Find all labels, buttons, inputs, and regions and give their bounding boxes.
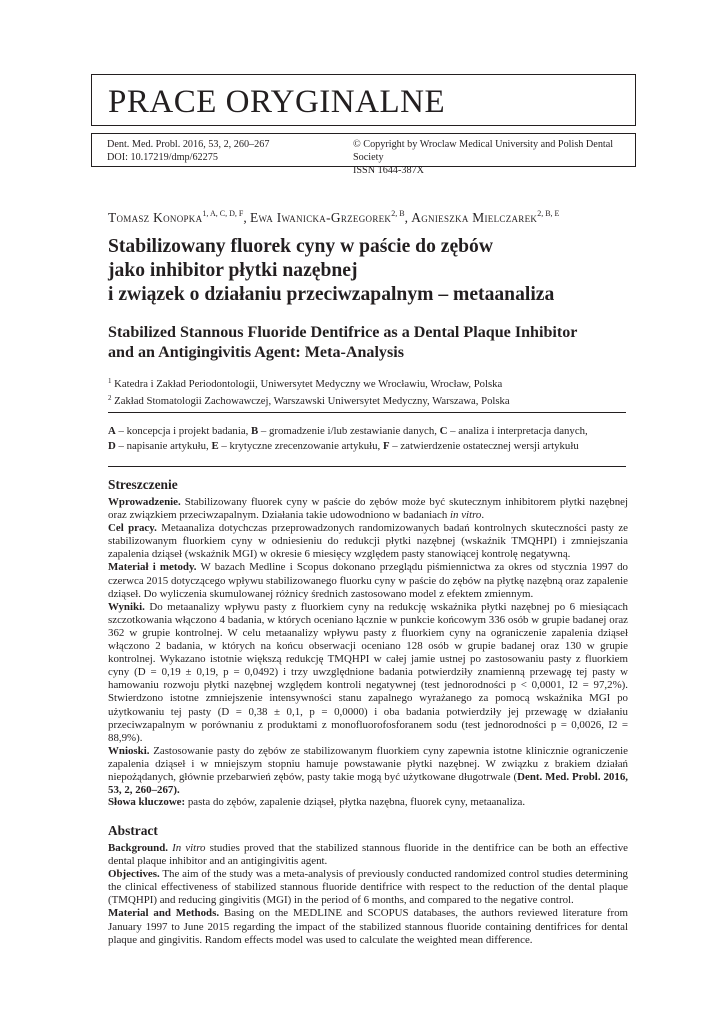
- affiliation-item: [108, 374, 510, 391]
- title-line: and an Antigingivitis Agent: Meta-Analysis: [108, 344, 404, 361]
- abstract-heading: Abstract: [108, 823, 158, 838]
- article-title-english: [108, 323, 668, 363]
- abstract-paragraph: Wnioski. Zastosowanie pasty do zębów ze stabilizowanym fluorkiem cyny zapewnia istotne klinicznie ograniczenie zapalenia dziąseł i w mniejszym stopniu hamuje powstawanie płytki nazębnej. W związku z brakiem działań niepożądanych, głównie przebarwień zębów, pasty takie mogą być użytkowane długotrwale (Dent. Med. Probl. 2016, 53, 2, 260–267).: [108, 744, 628, 797]
- affiliation-text: Katedra i Zakład Periodontologii, Uniwersytet Medyczny we Wrocławiu, Wrocław, Polska: [114, 378, 503, 390]
- author-contributions: [108, 424, 628, 454]
- affiliation-item: [108, 391, 510, 408]
- contribution-line: A – koncepcja i projekt badania, B – gromadzenie i/lub zestawianie danych, C – analiza i interpretacja danych,: [108, 425, 588, 437]
- article-title-polish: [108, 235, 668, 307]
- abstract-paragraph: Wprowadzenie. Stabilizowany fluorek cyny w paście do zębów może być skutecznym inhibitorem płytki nazębnej oraz związkiem przeciwzapalnym. Działania takie udowodniono w badaniach in vitro.: [108, 496, 628, 522]
- affiliations: [108, 374, 510, 408]
- abstract-paragraph: Materiał i metody. W bazach Medline i Scopus dokonano przeglądu piśmiennictwa za okres od stycznia 1997 do czerwca 2015 dotyczącego wpływu stabilizowanego fluorku cyny w paście do zębów na płytkę nazębną oraz zapalenie dziąseł. Do wyliczenia skumulowanej różnicy średnich zastosowano model z efektem zmiennym.: [108, 561, 628, 600]
- section-title: PRACE ORYGINALNE: [108, 84, 446, 120]
- affiliation-number: 2: [108, 394, 112, 402]
- title-line: Stabilized Stannous Fluoride Dentifrice as a Dental Plaque Inhibitor: [108, 324, 578, 341]
- streszczenie-body: [108, 496, 628, 797]
- journal-meta-box: [91, 133, 636, 176]
- copyright-block: [353, 138, 635, 177]
- title-line: i związek o działaniu przeciwzapalnym – metaanaliza: [108, 284, 555, 305]
- citation-block: [107, 138, 269, 164]
- issn: ISSN 1644-387X: [353, 165, 425, 176]
- author-name: Ewa Iwanicka-Grzegorek: [250, 210, 392, 225]
- copyright-notice: © Copyright by Wroclaw Medical University and Polish Dental Society: [353, 139, 614, 163]
- title-line: jako inhibitor płytki nazębnej: [108, 260, 358, 281]
- abstract-paragraph: Cel pracy. Metaanaliza dotychczas przeprowadzonych randomizowanych badań kontrolnych skuteczności pasty ze stabilizowanym fluorkiem cyny w odniesieniu do redukcji płytki nazębnej (wskaźnik TMQHPI) i zmniejszania zapalenia dziąseł (wskaźnik MGI) w okresie 6 miesięcy względem pasty stanowiącej kontrolę negatywną.: [108, 522, 628, 561]
- contribution-line: D – napisanie artykułu, E – krytyczne zrecenzowanie artykułu, F – zatwierdzenie ostatecznej wersji artykułu: [108, 440, 579, 452]
- doi-link[interactable]: DOI: 10.17219/dmp/62275: [107, 152, 218, 163]
- abstract-paragraph: Wyniki. Do metaanalizy wpływu pasty z fluorkiem cyny na redukcję wskaźnika płytki nazębnej po 6 miesiącach szczotkowania włączono 4 badania, w których oceniano łącznie w punkcie końcowym 336 osób w grupie badanej oraz 362 w grupie kontrolnej. W celu metaanalizy wpływu pasty z fluorkiem cyny na ograniczenie zapalenia dziąseł włączono 2 badania, w których na końcu obserwacji oceniano 128 osób w grupie badanej oraz 130 w grupie kontrolnej. Wykazano istotnie większą redukcję TMQHPI w całej jamie ustnej po zastosowaniu pasty z fluorkiem cyny (D = 0,19 ± 0,19, p = 0,0492) i trzy uwzględnione badania potwierdziły znamienną przewagę tej pasty w hamowaniu rozwoju płytki nazębnej względem kontroli negatywnej (test jednorodności p < 0,0001, I2 = 97,2%). Stwierdzono istotne zmniejszenie intensywności stanu zapalnego wyrażanego za pomocą wskaźnika MGI po użytkowaniu tej pasty (D = 0,38 ± 0,1, p = 0,0000) i oba badania potwierdziły jej przewagę w działaniu przeciwzapalnym w porównaniu z produktami z monofluorofosforanem sodu (test jednorodności p = 0,0026, I2 = 88,9%).: [108, 600, 628, 744]
- author-name: Agnieszka Mielczarek: [411, 210, 538, 225]
- keywords: Słowa kluczowe: pasta do zębów, zapalenie dziąseł, płytka nazębna, fluorek cyny, metaanaliza.: [108, 796, 526, 808]
- author-affiliation-mark: 1, A, C, D, F: [202, 209, 244, 218]
- section-banner: [91, 74, 636, 126]
- author-affiliation-mark: 2, B: [391, 209, 405, 218]
- affiliation-text: Zakład Stomatologii Zachowawczej, Warszawski Uniwersytet Medyczny, Warszawa, Polska: [114, 395, 510, 407]
- abstract-body: [108, 842, 628, 947]
- author-list: Tomasz Konopka$^{1, A, C, D, F}$, Ewa Iwanicka-Grzegorek$^{2, B}$, Agnieszka Mielczarek$^{2, B, E}$: [108, 209, 560, 225]
- abstract-paragraph: Material and Methods. Basing on the MEDLINE and SCOPUS databases, the authors reviewed literature from January 1997 to June 2015 regarding the impact of the stabilized stannous fluoride containing dentifrices for dental plaque and gingivitis. Random effects model was used to calculate the weighted mean difference.: [108, 907, 628, 946]
- title-line: Stabilizowany fluorek cyny w paście do zębów: [108, 236, 493, 257]
- abstract-paragraph: Objectives. The aim of the study was a meta-analysis of previously conducted randomized control studies determining the clinical effectiveness of stabilized stannous fluoride dentifrice with respect to the reduction of the dental plaque (TMQHPI) and reducing gingivitis (MGI) in the period of 6 months, and compared to the negative control.: [108, 868, 628, 907]
- author-name: Tomasz Konopka: [108, 210, 203, 225]
- divider: [108, 412, 626, 413]
- author-affiliation-mark: 2, B, E: [537, 209, 560, 218]
- affiliation-number: 1: [108, 377, 112, 385]
- abstract-paragraph: Background. In vitro studies proved that the stabilized stannous fluoride in the dentifrice can be both an effective dental plaque inhibitor and an antigingivitis agent.: [108, 842, 628, 868]
- divider: [108, 466, 626, 467]
- streszczenie-heading: Streszczenie: [108, 477, 178, 492]
- journal-citation: Dent. Med. Probl. 2016, 53, 2, 260–267: [107, 139, 270, 150]
